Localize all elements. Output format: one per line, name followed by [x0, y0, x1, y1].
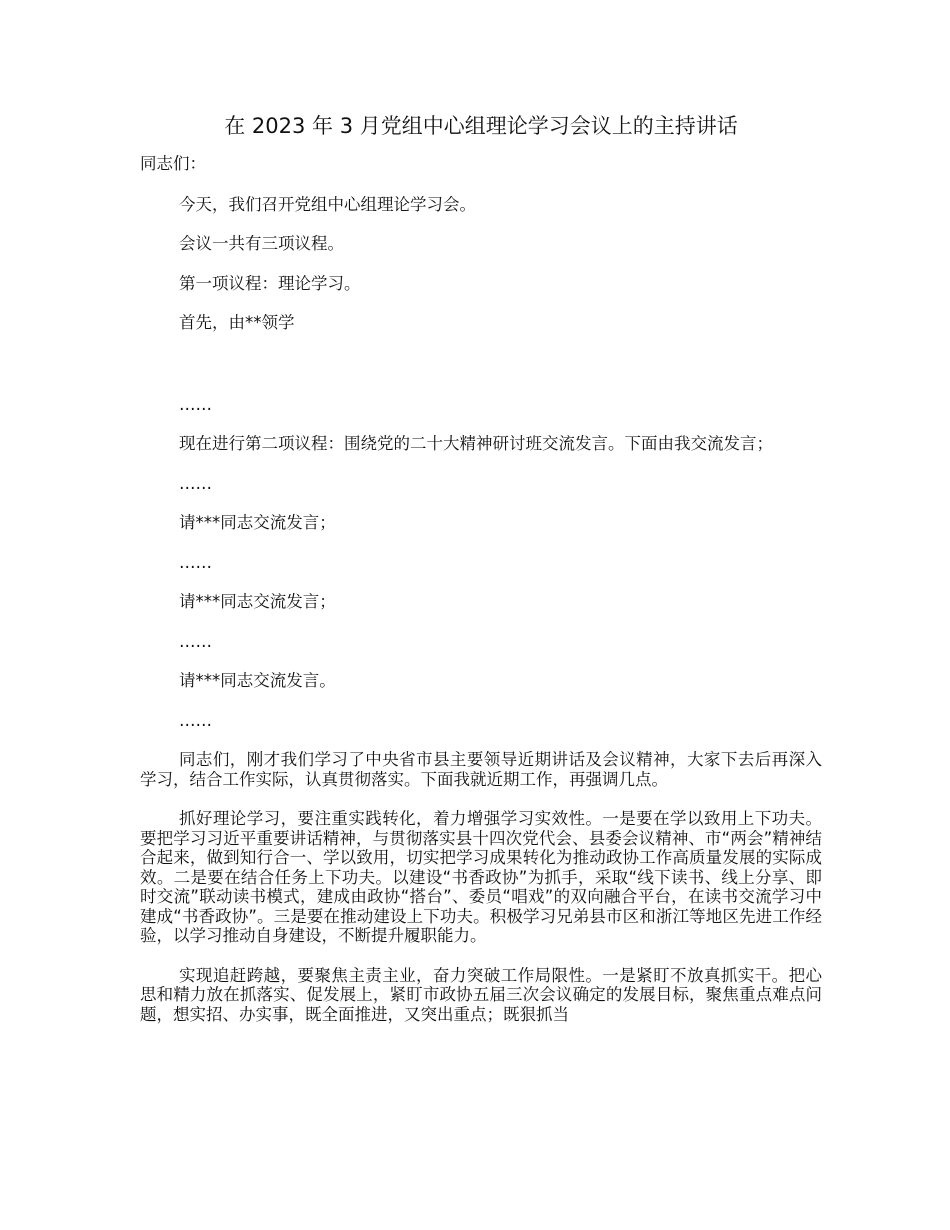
paragraph: 同志们，刚才我们学习了中央省市县主要领导近期讲话及会议精神，大家下去后再深入学习，结合工作实际，认真贯彻落实。下面我就近期工作，再强调几点。 [140, 750, 822, 789]
ellipsis-line: …… [179, 631, 212, 651]
paragraph: 会议一共有三项议程。 [179, 234, 344, 253]
paragraph: 第一项议程：理论学习。 [179, 273, 361, 293]
ellipsis-line: …… [179, 552, 212, 572]
paragraph: 请***同志交流发言； [179, 513, 336, 532]
document-page [140, 112, 822, 1024]
paragraph: 今天，我们召开党组中心组理论学习会。 [179, 194, 476, 214]
greeting: 同志们： [140, 154, 206, 173]
paragraph: 首先，由**领学 [179, 313, 295, 332]
ellipsis-line: …… [179, 473, 212, 493]
paragraph: 请***同志交流发言； [179, 592, 336, 611]
paragraph: 实现追赶跨越，要聚焦主责主业，奋力突破工作局限性。一是紧盯不放真抓实干。把心思和精力放在抓落实、促发展上，紧盯市政协五届三次会议确定的发展目标，聚焦重点难点问题，想实招、办实事，既全面推进，又突出重点；既狠抓当 [140, 965, 822, 1024]
paragraph: 请***同志交流发言。 [179, 671, 336, 690]
document-title: 在 2023 年 3 月党组中心组理论学习会议上的主持讲话 [224, 114, 738, 138]
ellipsis-line: …… [179, 394, 212, 414]
ellipsis-line: …… [179, 710, 212, 730]
paragraph: 抓好理论学习，要注重实践转化，着力增强学习实效性。一是要在学以致用上下功夫。要把学习习近平重要讲话精神，与贯彻落实县十四次党代会、县委会议精神、市“两会”精神结合起来，做到知行合一、学以致用，切实把学习成果转化为推动政协工作高质量发展的实际成效。二是要在结合任务上下功夫。以建设“书香政协”为抓手，采取“线下读书、线上分享、即时交流”联动读书模式，建成由政协“搭台”、委员“唱戏”的双向融合平台，在读书交流学习中建成“书香政协”。三是要在推动建设上下功夫。积极学习兄弟县市区和浙江等地区先进工作经验，以学习推动自身建设，不断提升履职能力。 [140, 809, 822, 945]
paragraph: 现在进行第二项议程：围绕党的二十大精神研讨班交流发言。下面由我交流发言； [179, 434, 773, 453]
